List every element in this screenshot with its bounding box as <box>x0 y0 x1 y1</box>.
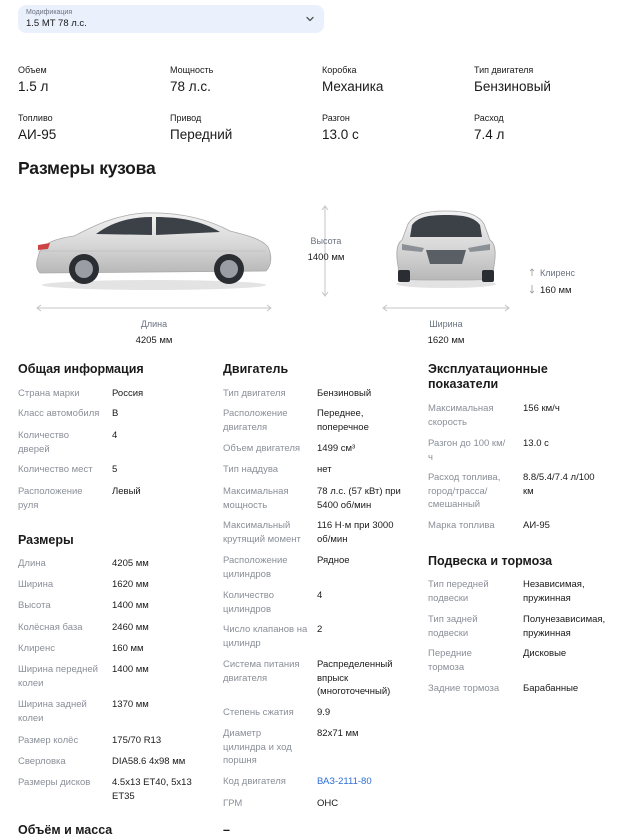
width-arrow <box>382 303 510 313</box>
table-row: Расположение цилиндров Рядное <box>223 555 350 580</box>
table-row: Максимальная мощность 78 л.с. (57 кВт) при 5400 об/мин <box>223 486 401 511</box>
table-row: Система питания двигателя Распределенный впрыск (многоточечный) <box>223 659 393 697</box>
spec-acceleration <box>322 113 359 143</box>
spec-volume <box>18 65 48 95</box>
table-row: Тип двигателя Бензиновый <box>223 388 372 399</box>
body-dimensions-title: Размеры кузова <box>18 158 156 178</box>
spec-label: Разгон <box>322 113 350 123</box>
table-row: Колёсная база 2460 мм <box>18 622 149 633</box>
width-label: Ширина <box>429 319 463 329</box>
table-row: Количество мест 5 <box>18 464 118 475</box>
spec-value: Механика <box>322 79 384 94</box>
spec-fuel <box>18 113 56 143</box>
table-row: Длина 4205 мм <box>18 558 149 569</box>
clearance-label: Клиренс <box>540 268 576 278</box>
table-row: Число клапанов на цилиндр 2 <box>223 624 323 649</box>
length-value: 4205 мм <box>135 335 173 346</box>
height-arrow <box>320 205 330 297</box>
spec-value: 1.5 л <box>18 79 49 94</box>
length-label: Длина <box>140 319 168 329</box>
table-row: Размер колёс 175/70 R13 <box>18 735 162 746</box>
table-row: Ширина задней колеи 1370 мм <box>18 699 149 724</box>
table-row: Высота 1400 мм <box>18 600 149 611</box>
car-side-image <box>34 205 276 297</box>
spec-label: Коробка <box>322 65 357 75</box>
table-row: Разгон до 100 км/ ч 13.0 с <box>428 438 549 463</box>
engine-code-link[interactable]: ВАЗ-2111-80 <box>317 776 372 787</box>
table-row: Передние тормоза Дисковые <box>428 648 567 673</box>
spec-power <box>170 65 213 95</box>
table-row: Максимальная скорость 156 км/ч <box>428 403 560 428</box>
table-row: Класс автомобиля B <box>18 408 119 419</box>
spec-label: Привод <box>170 113 202 123</box>
table-row: Код двигателя ВАЗ-2111-80 <box>223 775 409 789</box>
spec-label: Мощность <box>170 65 214 75</box>
width-value: 1620 мм <box>427 335 465 346</box>
spec-label: Тип двигателя <box>474 65 534 75</box>
table-row: Диаметр цилиндра и ход поршня 82x71 мм <box>223 728 359 766</box>
modification-select[interactable] <box>18 5 324 33</box>
table-row: Марка топлива АИ-95 <box>428 520 550 531</box>
table-row: Расположение руля Левый <box>18 486 141 511</box>
table-row: Количество дверей 4 <box>18 430 118 455</box>
next-section-title: – <box>223 823 230 835</box>
clearance-value: 160 мм <box>540 285 572 296</box>
modification-value: 1.5 MT 78 л.с. <box>26 18 87 29</box>
table-row: Максимальный крутящий момент 116 Н·м при 3000 об/мин <box>223 520 394 545</box>
length-arrow <box>36 303 272 313</box>
table-row: Тип передней подвески Независимая, пружинная <box>428 579 585 604</box>
spec-label: Расход <box>474 113 504 123</box>
table-row: Задние тормоза Барабанные <box>428 683 579 694</box>
table-row: Расход топлива, город/трасса/ смешанный 8.8/5.4/7.4 л/100 км <box>428 472 595 510</box>
sizes-title: Размеры <box>18 533 74 547</box>
spec-consumption <box>474 113 504 143</box>
table-row: Расположение двигателя Переднее, поперечное <box>223 408 369 433</box>
spec-drive <box>170 113 232 143</box>
spec-value: АИ-95 <box>18 127 57 142</box>
spec-value: 7.4 л <box>474 127 505 142</box>
spec-label: Топливо <box>18 113 53 123</box>
table-row: Страна марки Россия <box>18 388 144 399</box>
table-row: Размеры дисков 4.5x13 ET40, 5x13 ET35 <box>18 777 192 802</box>
table-row: Тип наддува нет <box>223 464 332 475</box>
table-row: Объем двигателя 1499 см³ <box>223 443 356 454</box>
table-row: Тип задней подвески Полунезависимая, пружинная <box>428 614 606 639</box>
spec-value: 13.0 с <box>322 127 359 142</box>
spec-value: Передний <box>170 127 233 142</box>
table-row: Степень сжатия 9.9 <box>223 707 331 718</box>
chevron-down-icon <box>305 14 315 24</box>
table-row: Количество цилиндров 4 <box>223 590 323 615</box>
spec-value: Бензиновый <box>474 79 551 94</box>
engine-title: Двигатель <box>223 362 289 376</box>
modification-label: Модификация <box>26 9 73 16</box>
spec-gearbox <box>322 65 383 95</box>
table-row: Сверловка DIA58.6 4x98 мм <box>18 756 186 767</box>
spec-engine-type <box>474 65 551 95</box>
suspension-title: Подвеска и тормоза <box>428 554 553 568</box>
volume-mass-title: Объём и масса <box>18 823 113 835</box>
height-label: Высота <box>310 236 342 246</box>
car-front-image <box>392 208 500 290</box>
table-row: Клиренс 160 мм <box>18 643 144 654</box>
spec-value: 78 л.с. <box>170 79 211 94</box>
table-row: Ширина передней колеи 1400 мм <box>18 664 149 689</box>
general-info-title: Общая информация <box>18 362 144 376</box>
spec-label: Объем <box>18 65 47 75</box>
table-row: Ширина 1620 мм <box>18 579 149 590</box>
height-value: 1400 мм <box>307 252 345 263</box>
table-row: ГРМ OHC <box>223 798 339 809</box>
clearance-arrow-icon <box>529 268 535 294</box>
performance-title: Эксплуатационные показатели <box>428 362 548 391</box>
